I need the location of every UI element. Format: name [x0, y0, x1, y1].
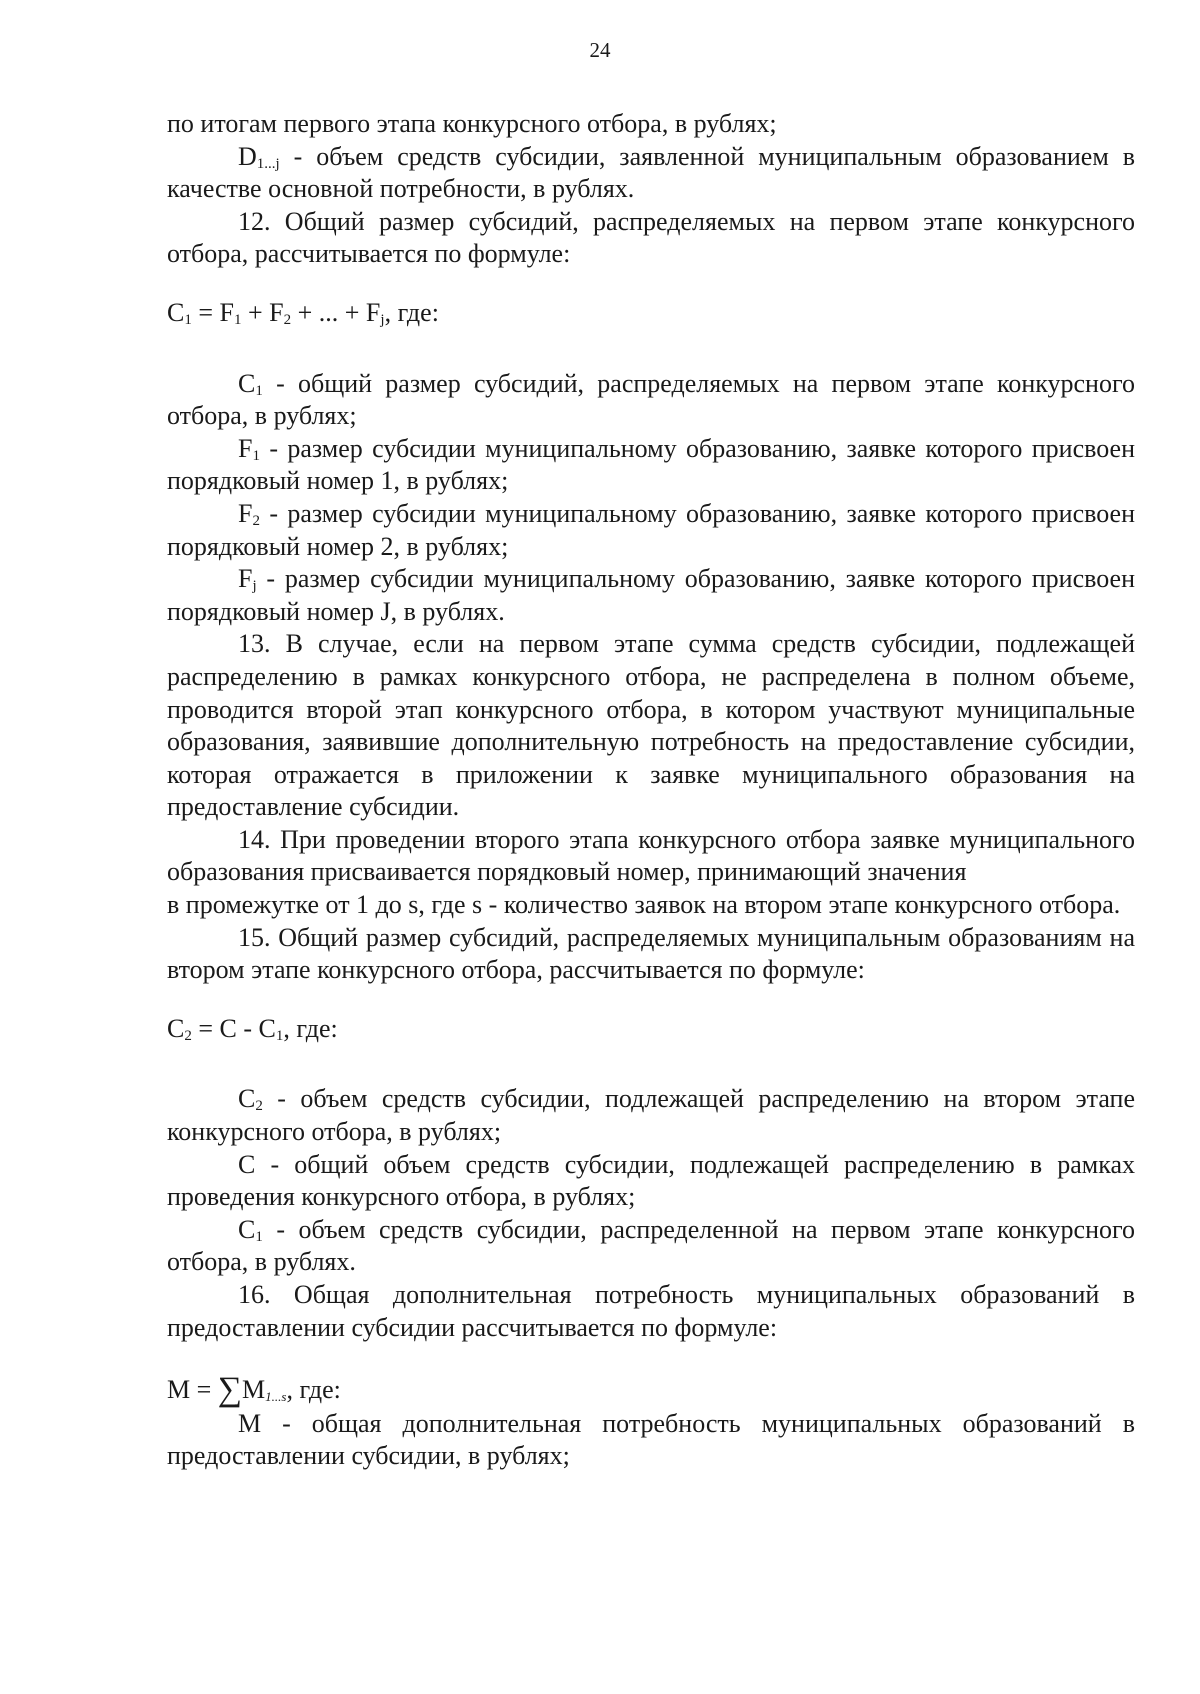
formula-part: M =	[167, 1375, 218, 1405]
symbol-subscript: 2	[255, 1098, 263, 1115]
document-body	[167, 108, 1135, 1473]
paragraph-16: 16. Общая дополнительная потребность муниципальных образований в предоставлении субсидии рассчитывается по формуле:	[167, 1280, 1135, 1342]
paragraph-14-continued: в промежутке от 1 до s, где s - количество заявок на втором этапе конкурсного отбора.	[167, 890, 1121, 920]
formula-c2	[167, 1013, 1135, 1046]
formula-subscript: 1	[184, 311, 192, 328]
symbol: C	[238, 1084, 256, 1114]
formula-part: + ... + F	[291, 297, 381, 327]
definition-text: - размер субсидии муниципальному образованию, заявке которого присвоен порядковый номер 1, в рублях;	[167, 433, 1135, 496]
paragraph-14: 14. При проведении второго этапа конкурсного отбора заявке муниципального образования присваивается порядковый номер, принимающий значения	[167, 824, 1135, 887]
formula-subscript: j	[380, 311, 385, 328]
symbol: F	[238, 564, 253, 594]
formula-part: , где:	[384, 297, 439, 327]
symbol-subscript: 1	[255, 382, 263, 399]
definition-text: - размер субсидии муниципальному образованию, заявке которого присвоен порядковый номер 2, в рублях;	[167, 498, 1135, 561]
definition-fj	[167, 563, 1135, 628]
paragraph: по итогам первого этапа конкурсного отбора, в рублях;	[167, 109, 777, 138]
definition-c1	[167, 368, 1135, 433]
formula-subscript: 1...s	[265, 1389, 287, 1405]
formula-subscript: 1	[233, 311, 242, 328]
formula-m	[167, 1371, 1135, 1409]
definition-text: - объем средств субсидии, распределенной на первом этапе конкурсного отбора, в рублях.	[167, 1214, 1135, 1277]
formula-subscript: 2	[283, 311, 292, 328]
definition-c: C - общий объем средств субсидии, подлежащей распределению в рамках проведения конкурсного отбора, в рублях;	[167, 1149, 1135, 1212]
definition-d	[167, 141, 1135, 206]
formula-part: C	[167, 297, 185, 327]
formula-subscript: 2	[184, 1027, 192, 1044]
paragraph-13: 13. В случае, если на первом этапе сумма средств субсидии, подлежащей распределению в рамках конкурсного отбора, не распределена в полном объеме, проводится второй этап конкурсного отбора, в котором участвуют муниципальные образования, заявившие дополнительную потребность на предоставление субсидии, которая отражается в приложении к заявке муниципального образования на предоставление субсидии.	[167, 629, 1135, 822]
symbol-subscript: 1...j	[256, 155, 280, 172]
paragraph-15: 15. Общий размер субсидий, распределяемых муниципальным образованиям на втором этапе конкурсного отбора, рассчитывается по формуле:	[167, 922, 1135, 985]
symbol-subscript: 1	[252, 447, 260, 464]
definition-text: - размер субсидии муниципальному образованию, заявке которого присвоен порядковый номер J, в рублях.	[167, 564, 1135, 626]
definition-text: - объем средств субсидии, подлежащей распределению на втором этапе конкурсного отбора, в рублях;	[167, 1084, 1135, 1147]
symbol-subscript: 2	[252, 512, 260, 529]
formula-part: + F	[241, 297, 284, 327]
symbol: F	[238, 498, 253, 528]
definition-f2	[167, 498, 1135, 563]
symbol-subscript: 1	[255, 1228, 263, 1245]
paragraph-12: 12. Общий размер субсидий, распределяемых на первом этапе конкурсного отбора, рассчитывается по формуле:	[167, 206, 1135, 269]
definition-text: - общий размер субсидий, распределяемых на первом этапе конкурсного отбора, в рублях;	[167, 368, 1135, 431]
definition-f1	[167, 433, 1135, 498]
formula-part: M	[242, 1375, 266, 1405]
sigma-symbol: ∑	[217, 1371, 243, 1409]
formula-part: C	[167, 1013, 185, 1043]
symbol: C	[238, 368, 256, 398]
formula-subscript: 1	[275, 1027, 284, 1044]
formula-part: = F	[191, 297, 234, 327]
definition-text: - объем средств субсидии, заявленной муниципальным образованием в качестве основной потребности, в рублях.	[167, 141, 1135, 204]
symbol-subscript: j	[252, 578, 257, 595]
formula-part: = C - C	[191, 1013, 276, 1043]
symbol: F	[238, 433, 253, 463]
formula-c1	[167, 297, 1135, 330]
definition-c1-second	[167, 1214, 1135, 1279]
symbol: D	[238, 141, 257, 171]
symbol: C	[238, 1214, 256, 1244]
formula-part: , где:	[283, 1013, 338, 1043]
definition-c2	[167, 1083, 1135, 1148]
formula-part: , где:	[286, 1375, 341, 1405]
page-number: 24	[589, 38, 611, 62]
definition-m: M - общая дополнительная потребность муниципальных образований в предоставлении субсидии, в рублях;	[167, 1408, 1135, 1471]
